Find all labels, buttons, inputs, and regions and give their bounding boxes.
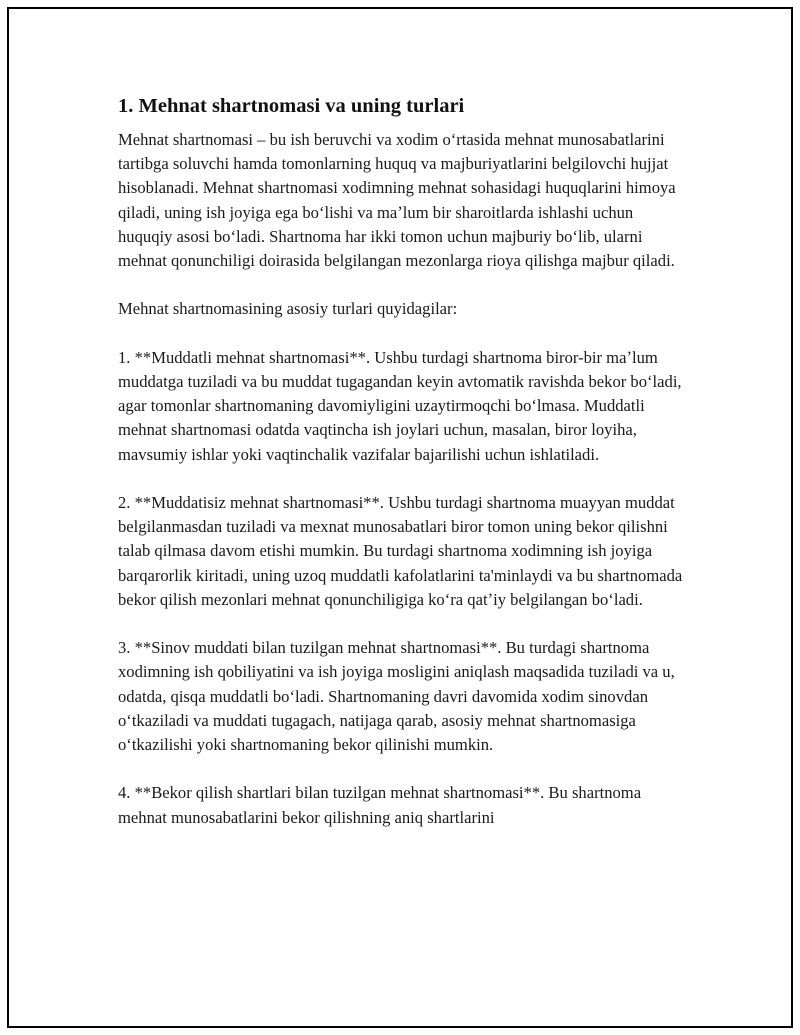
paragraph-type-1: 1. **Muddatli mehnat shartnomasi**. Ushbu turdagi shartnoma biror-bir maʼlum muddatga tuziladi va bu muddat tugagandan keyin avtomatik ravishda bekor boʻladi, agar tomonlar shartnomaning davomiyligini uzaytirmoqchi boʻlmasa. Muddatli mehnat shartnomasi odatda vaqtincha ish joylari uchun, masalan, biror loyiha, mavsumiy ishlar yoki vaqtinchalik vazifalar bajarilishi uchun ishlatiladi. xyxy=(118,347,682,464)
paragraph-intro: Mehnat shartnomasi – bu ish beruvchi va xodim oʻrtasida mehnat munosabatlarini tartibga soluvchi hamda tomonlarning huquq va majburiyatlarini belgilovchi hujjat hisoblanadi. Mehnat shartnomasi xodimning mehnat sohasidagi huquqlarini himoya qiladi, uning ish joyiga ega boʻlishi va maʼlum bir sharoitlarda ishlashi uchun huquqiy asosi boʻladi. Shartnoma har ikki tomon uchun majburiy boʻlib, ularni mehnat qonunchiligi doirasida belgilangan mezonlarga rioya qilishga majbur qiladi. xyxy=(118,130,676,271)
paragraph-type-4: 4. **Bekor qilish shartlari bilan tuzilgan mehnat shartnomasi**. Bu shartnoma mehnat munosabatlarini bekor qilishning aniq shartlarini xyxy=(118,783,642,827)
paragraph-types-heading: Mehnat shartnomasining asosiy turlari quyidagilar: xyxy=(118,299,458,319)
paragraph-type-3: 3. **Sinov muddati bilan tuzilgan mehnat shartnomasi**. Bu turdagi shartnoma xodimning ish qobiliyatini va ish joyiga mosligini aniqlash maqsadida tuziladi va u, odatda, qisqa muddatli boʻladi. Shartnomaning davri davomida xodim sinovdan oʻtkaziladi va muddati tugagach, natijaga qarab, asosiy mehnat shartnomasiga oʻtkazilishi yoki shartnomaning bekor qilinishi mumkin. xyxy=(118,638,675,755)
document-body xyxy=(118,92,690,854)
document-title: 1. Mehnat shartnomasi va uning turlari xyxy=(118,95,465,117)
paragraph-type-2: 2. **Muddatisiz mehnat shartnomasi**. Ushbu turdagi shartnoma muayyan muddat belgilanmasdan tuziladi va mexnat munosabatlari biror tomon uning bekor qilishni talab qilmasa davom etishi mumkin. Bu turdagi shartnoma xodimning ish joyiga barqarorlik kiritadi, uning uzoq muddatli kafolatlarini ta'minlaydi va bu shartnomada bekor qilish mezonlari mehnat qonunchiligiga koʻra qatʼiy belgilangan boʻladi. xyxy=(118,493,683,609)
